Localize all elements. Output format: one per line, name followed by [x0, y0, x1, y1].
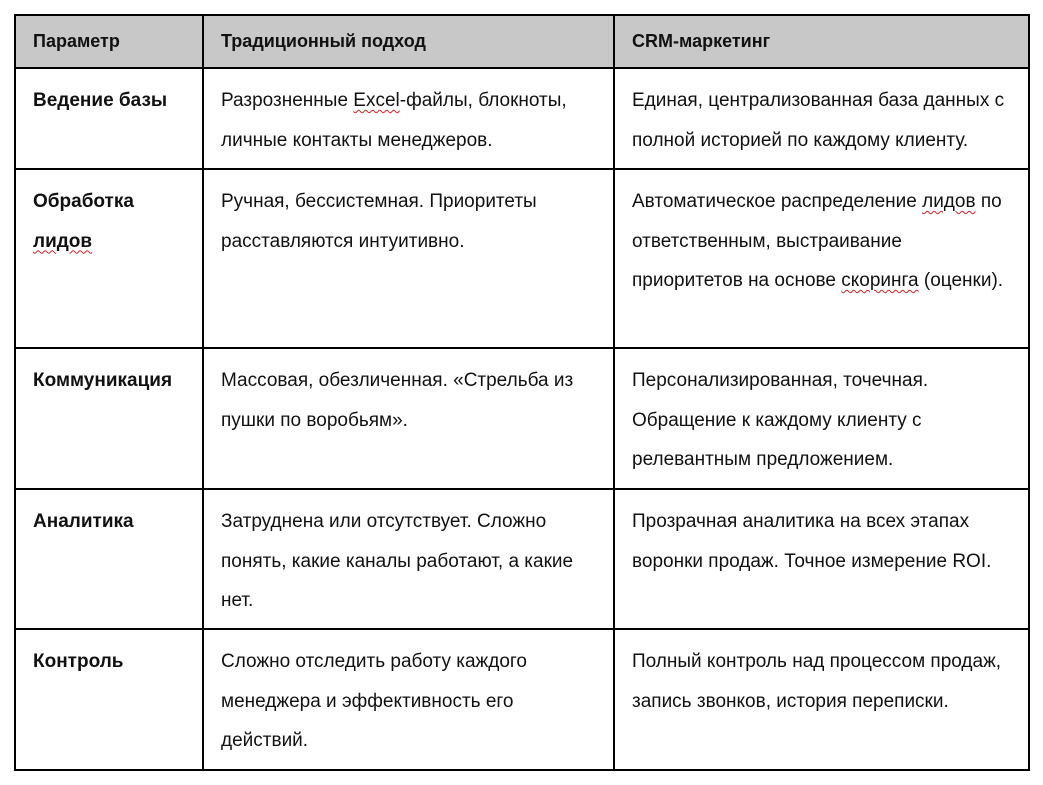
misspelled-word: лидов: [922, 191, 976, 212]
header-traditional: Традиционный подход: [203, 15, 614, 68]
misspelled-word: Excel: [353, 90, 400, 111]
row-parameter-text: Обработка: [33, 191, 134, 212]
cell-text: Затруднена или отсутствует. Сложно понять, какие каналы работают, а какие нет.: [221, 511, 574, 611]
misspelled-word: лидов: [33, 230, 93, 252]
cell-text: Единая, централизованная база данных с полной историей по каждому клиенту.: [632, 90, 1005, 151]
comparison-table: [14, 14, 1030, 771]
row-crm-cell: [614, 169, 1029, 348]
table-row: [15, 348, 1029, 489]
row-parameter-cell: [15, 169, 203, 348]
row-traditional-cell: [203, 629, 614, 770]
cell-text: Разрозненные: [221, 90, 354, 111]
table-row: [15, 489, 1029, 629]
cell-text: Полный контроль над процессом продаж, запись звонков, история переписки.: [632, 651, 1002, 712]
row-crm-cell: [614, 489, 1029, 629]
table-row: [15, 68, 1029, 169]
cell-text: по ответственным, выстраивание приоритетов на основе: [632, 191, 1002, 291]
row-crm-cell: [614, 629, 1029, 770]
header-parameter: Параметр: [15, 15, 203, 68]
row-traditional-cell: [203, 169, 614, 348]
row-crm-cell: [614, 68, 1029, 169]
table-row: [15, 169, 1029, 348]
cell-text: Автоматическое распределение: [632, 191, 923, 212]
row-traditional-cell: [203, 489, 614, 629]
row-parameter-text: Коммуникация: [33, 370, 173, 391]
cell-text: Персонализированная, точечная. Обращение к каждому клиенту с релевантным предложением.: [632, 370, 929, 470]
cell-text: Массовая, обезличенная. «Стрельба из пушки по воробьям».: [221, 370, 574, 431]
cell-text: Сложно отследить работу каждого менеджера и эффективность его действий.: [221, 651, 527, 751]
table-header-row: [15, 15, 1029, 68]
row-parameter-cell: [15, 489, 203, 629]
cell-text: Ручная, бессистемная. Приоритеты расставляются интуитивно.: [221, 191, 537, 252]
row-traditional-cell: [203, 348, 614, 489]
row-parameter-text: Аналитика: [33, 511, 134, 532]
row-parameter-cell: [15, 348, 203, 489]
cell-text: Прозрачная аналитика на всех этапах воронки продаж. Точное измерение ROI.: [632, 511, 992, 572]
table-row: [15, 629, 1029, 770]
misspelled-word: скоринга: [841, 270, 919, 291]
cell-text: (оценки).: [918, 270, 1004, 291]
row-parameter-cell: [15, 629, 203, 770]
cell-text: -файлы, блокноты, личные контакты менеджеров.: [221, 90, 567, 151]
row-parameter-text: Ведение базы: [33, 90, 168, 111]
row-traditional-cell: [203, 68, 614, 169]
row-parameter-cell: [15, 68, 203, 169]
row-parameter-text: Контроль: [33, 651, 124, 672]
row-crm-cell: [614, 348, 1029, 489]
header-crm: CRM-маркетинг: [614, 15, 1029, 68]
